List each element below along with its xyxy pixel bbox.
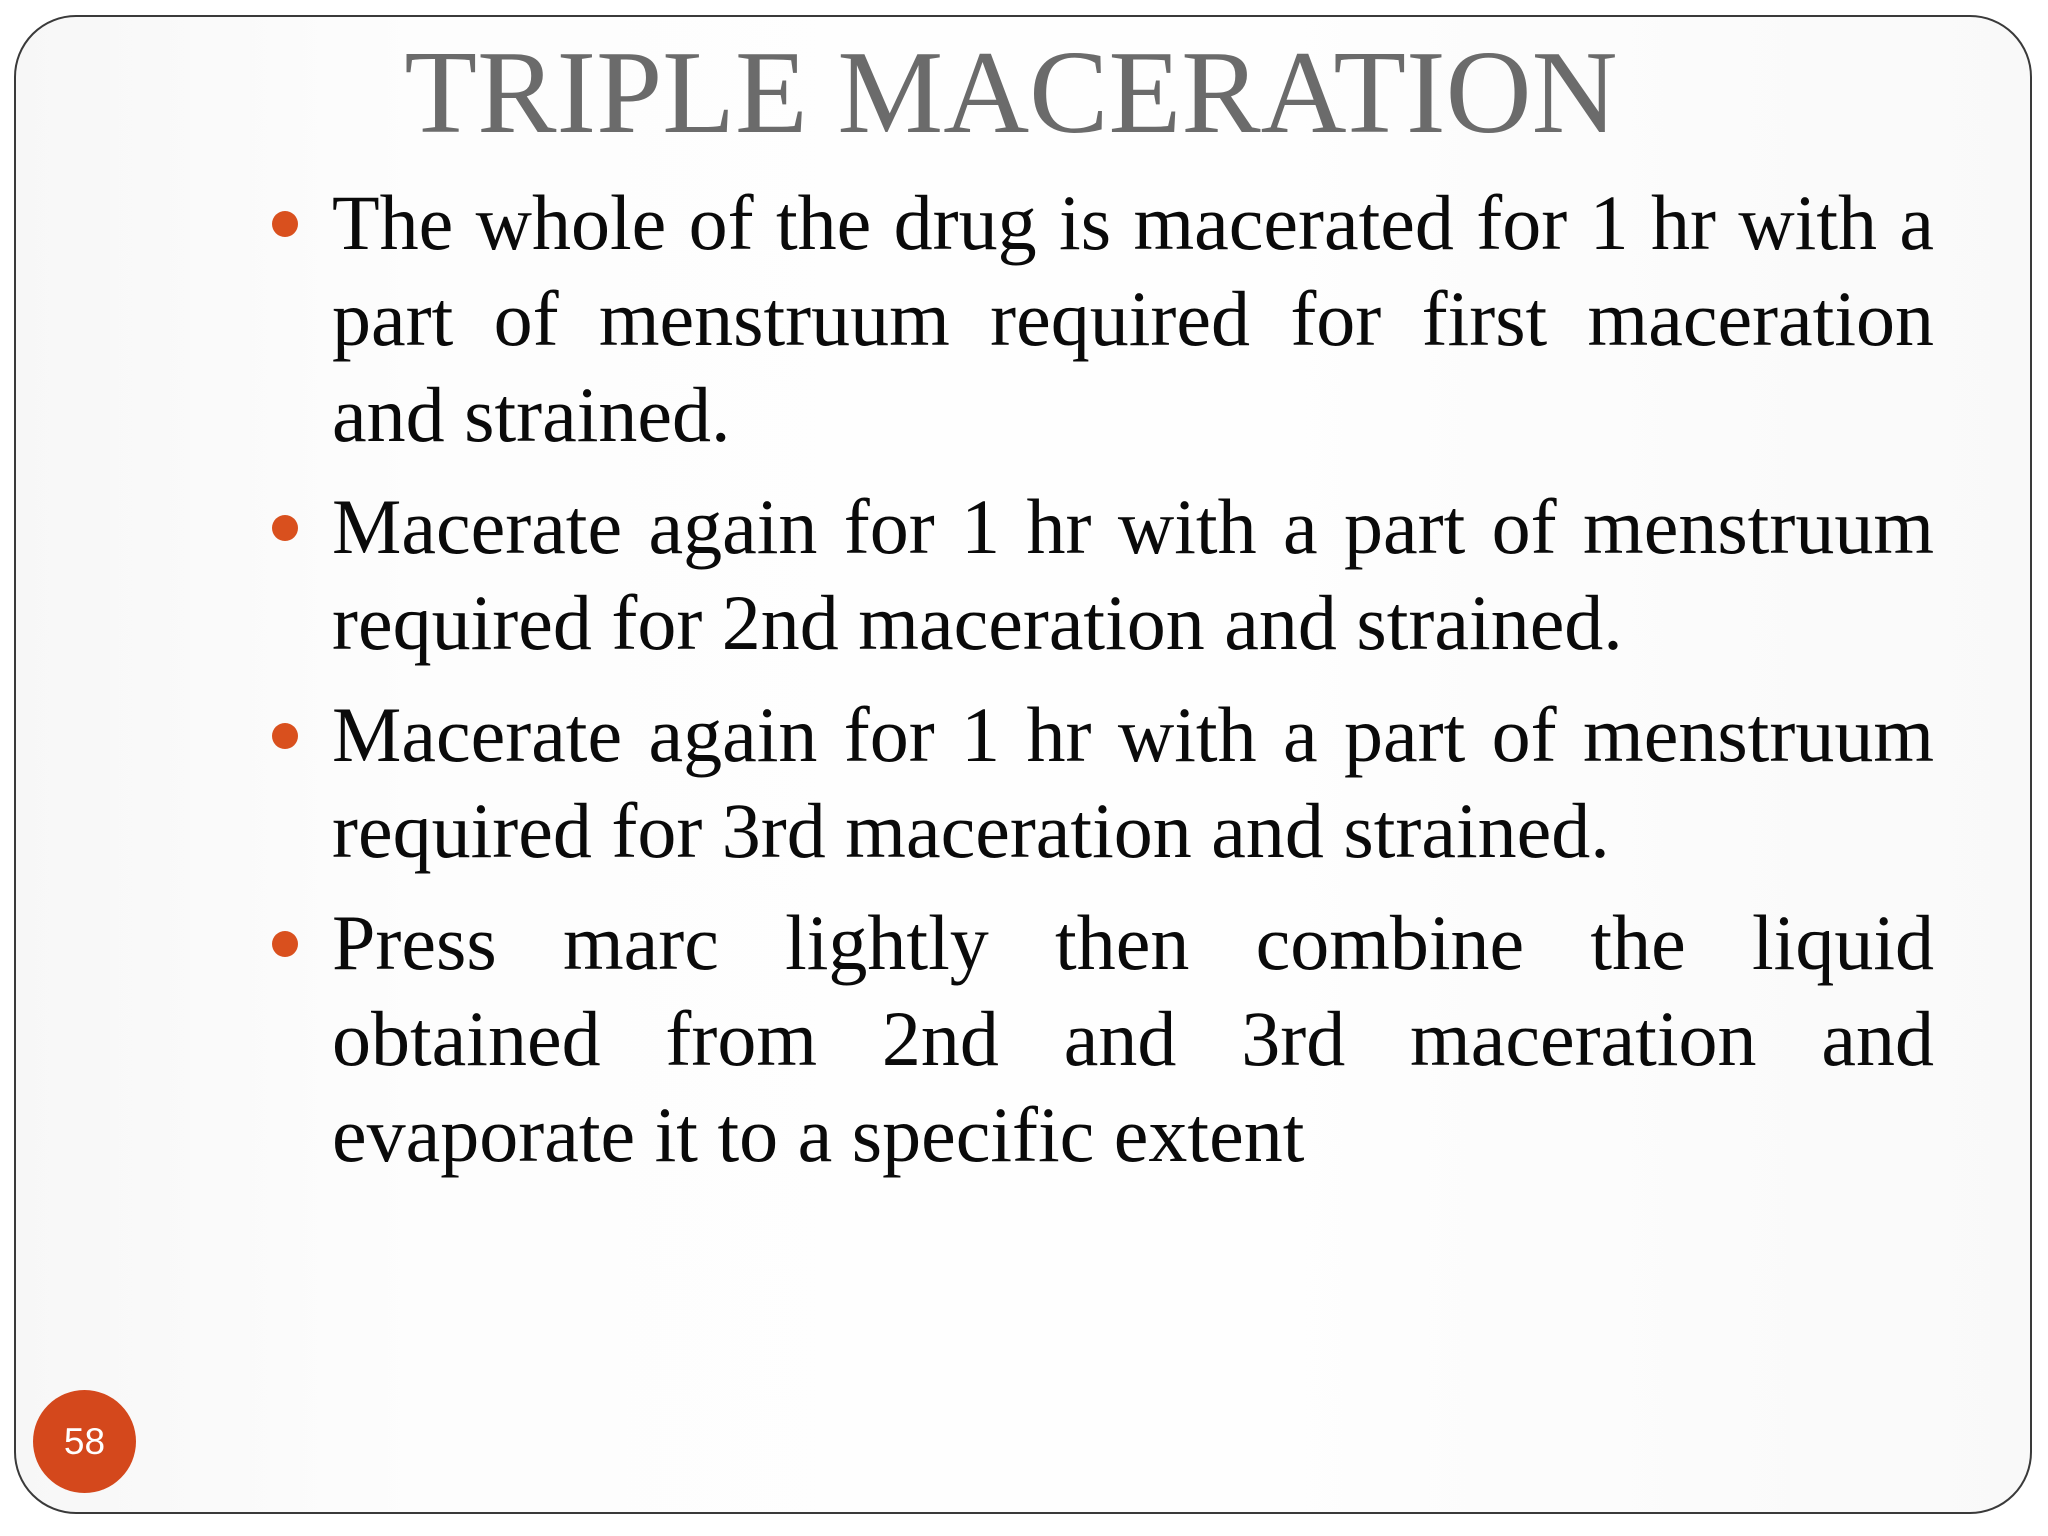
bullet-dot-icon [272, 515, 298, 541]
bullet-dot-icon [272, 211, 298, 237]
bullet-text: Press marc lightly then combine the liquid obtained from 2nd and 3rd maceration and evaporate it to a specific extent [332, 899, 1934, 1178]
bullet-item [268, 175, 1934, 463]
bullet-dot-icon [272, 723, 298, 749]
bullet-item [268, 687, 1934, 879]
bullet-text: Macerate again for 1 hr with a part of menstruum required for 3rd maceration and strained. [332, 691, 1934, 874]
slide-frame [14, 15, 2032, 1514]
bullet-text: The whole of the drug is macerated for 1 hr with a part of menstruum required for first maceration and strained. [332, 179, 1934, 458]
bullet-text: Macerate again for 1 hr with a part of menstruum required for 2nd maceration and strained. [332, 483, 1934, 666]
bullet-item [268, 895, 1934, 1183]
slide-title: TRIPLE MACERATION [404, 26, 1618, 158]
bullet-dot-icon [272, 931, 298, 957]
bullet-item [268, 479, 1934, 671]
page-number-badge: 58 [33, 1390, 136, 1493]
slide-content [268, 175, 1934, 1199]
bullet-list [268, 175, 1934, 1183]
